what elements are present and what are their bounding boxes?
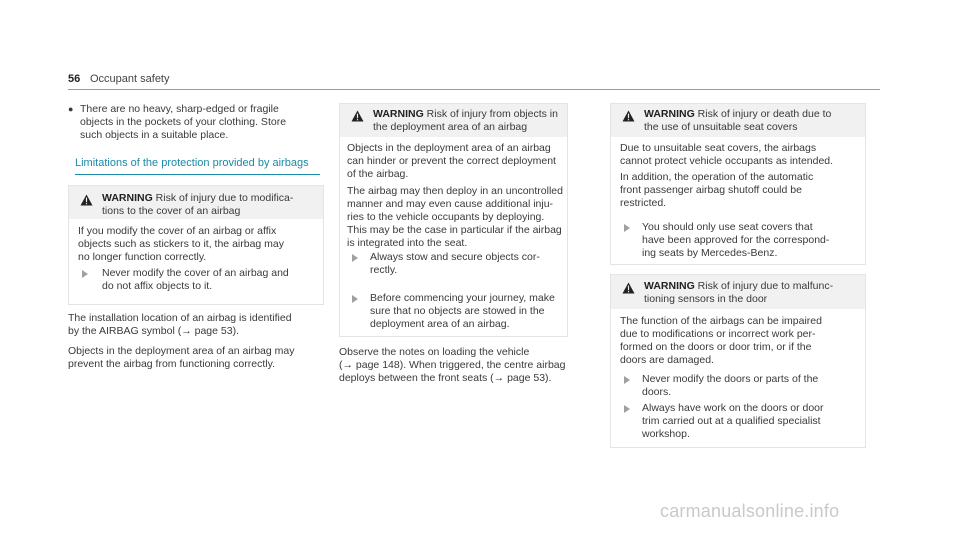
warning-box-seat-covers — [610, 103, 866, 265]
page-number: 56 — [68, 73, 81, 85]
warning-triangle-icon — [80, 194, 93, 206]
warning-headline — [102, 192, 320, 218]
warning-box-airbag-cover — [68, 185, 324, 305]
warning-body-text: The function of the airbags can be impaired due to modifications or incorrect work per- formed on the doors or door trim, or if the doors are damaged. — [620, 315, 822, 366]
warning-headline-text: Risk of injury due to modifica- tions to the cover of an airbag — [102, 192, 294, 217]
section-title: Occupant safety — [90, 73, 170, 85]
warning-headline — [373, 108, 565, 134]
instruction-arrow-icon — [352, 295, 358, 303]
instruction-arrow-icon — [624, 376, 630, 384]
section-heading-link[interactable]: Limitations of the protection provided by airbags — [75, 157, 309, 169]
warning-headline — [644, 280, 862, 306]
warning-body — [611, 309, 865, 447]
warning-body-text: Due to unsuitable seat covers, the airbags cannot protect vehicle occupants as intended. — [620, 142, 834, 167]
instruction-text: Never modify the cover of an airbag and do not affix objects to it. — [102, 267, 289, 292]
warning-headline — [644, 108, 862, 134]
warning-headline-text: Risk of injury or death due to the use of unsuitable seat covers — [644, 108, 832, 133]
warning-headline-text: Risk of injury due to malfunc- tioning sensors in the door — [644, 280, 834, 305]
bullet-text: There are no heavy, sharp-edged or fragile objects in the pockets of your clothing. Store such objects in a suitable place. — [80, 103, 287, 141]
warning-body — [611, 137, 865, 264]
instruction-text: Before commencing your journey, make sure that no objects are stowed in the deployment area of an airbag. — [370, 292, 555, 330]
instruction-text: Never modify the doors or parts of the doors. — [642, 373, 819, 398]
bullet-dot-icon: ● — [68, 104, 74, 114]
warning-body — [340, 137, 567, 336]
warning-box-door-sensors — [610, 274, 866, 448]
warning-label: WARNING — [644, 108, 695, 120]
warning-box-deployment-objects — [339, 103, 568, 337]
section-heading-underline — [75, 174, 320, 175]
instruction-arrow-icon — [624, 224, 630, 232]
warning-triangle-icon — [622, 282, 635, 294]
warning-body-text: The airbag may then deploy in an uncontrolled manner and may even cause additional inju- ries to the vehicle occupants by deploying. This may be the case in particular if the airbag is integrated into the seat. — [347, 185, 563, 249]
instruction-arrow-icon — [82, 270, 88, 278]
paragraph-loading-notes: Observe the notes on loading the vehicle (→ page 148). When triggered, the centre airbag deploys between the front seats (→ page 53). — [339, 346, 566, 384]
instruction-text: Always stow and secure objects cor- rectly. — [370, 251, 540, 276]
instruction-text: You should only use seat covers that have been approved for the correspond- ing seats by Mercedes-Benz. — [642, 221, 830, 259]
paragraph-airbag-location: The installation location of an airbag is identified by the AIRBAG symbol (→ page 53). — [68, 312, 292, 337]
warning-headline-text: Risk of injury from objects in the deployment area of an airbag — [373, 108, 558, 133]
instruction-text: Always have work on the doors or door trim carried out at a qualified specialist workshop. — [642, 402, 824, 440]
instruction-arrow-icon — [624, 405, 630, 413]
warning-triangle-icon — [351, 110, 364, 122]
watermark-text: carmanualsonline.info — [660, 501, 840, 521]
warning-label: WARNING — [644, 280, 695, 292]
paragraph-deployment-objects: Objects in the deployment area of an airbag may prevent the airbag from functioning correctly. — [68, 345, 295, 370]
warning-body-text: If you modify the cover of an airbag or affix objects such as stickers to it, the airbag may no longer function correctly. — [78, 225, 285, 263]
warning-body — [69, 219, 323, 304]
header-divider — [68, 89, 880, 90]
warning-label: WARNING — [102, 192, 153, 204]
warning-label: WARNING — [373, 108, 424, 120]
warning-body-text: Objects in the deployment area of an airbag can hinder or prevent the correct deployment of the airbag. — [347, 142, 556, 180]
warning-triangle-icon — [622, 110, 635, 122]
instruction-arrow-icon — [352, 254, 358, 262]
warning-body-text: In addition, the operation of the automatic front passenger airbag shutoff could be restricted. — [620, 171, 814, 209]
